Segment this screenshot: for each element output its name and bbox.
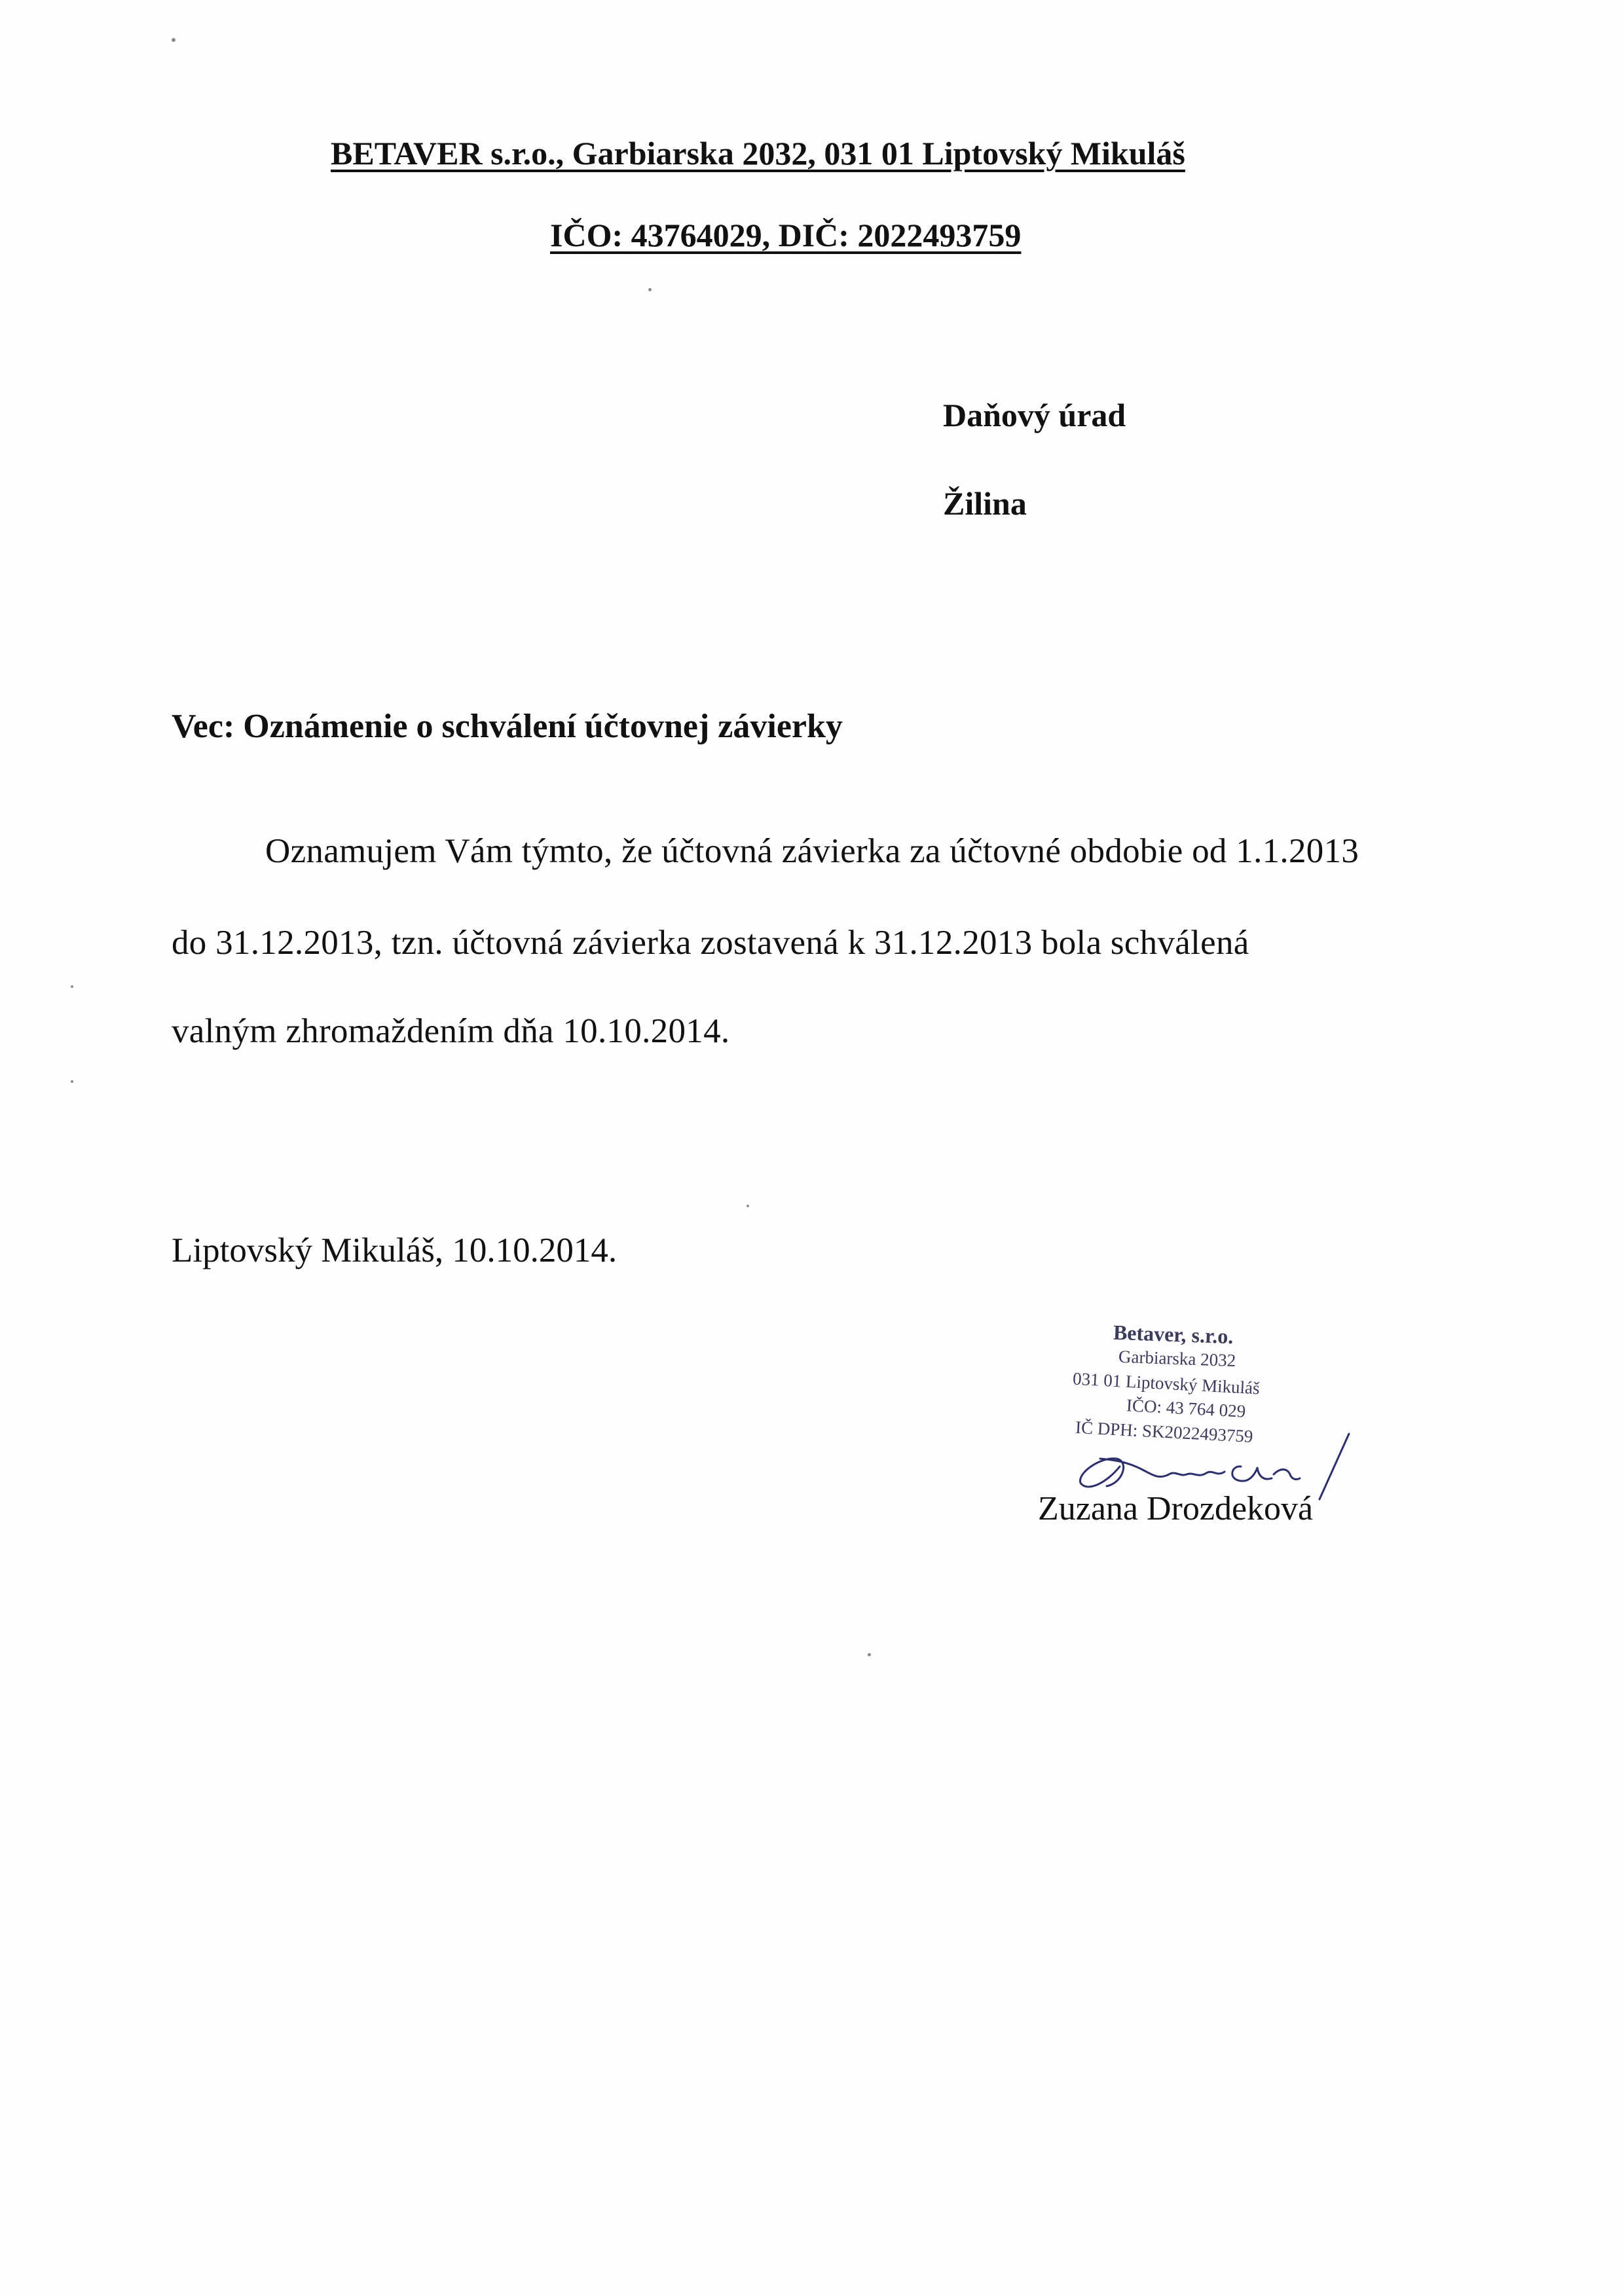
company-address-heading: BETAVER s.r.o., Garbiarska 2032, 031 01 Liptovský Mikuláš — [331, 135, 1185, 172]
stamp-vat-id: IČ DPH: SK2022493759 — [1075, 1417, 1254, 1447]
scan-speck — [648, 288, 652, 291]
stamp-street: Garbiarska 2032 — [1118, 1346, 1236, 1371]
recipient-city: Žilina — [943, 485, 1027, 522]
stamp-ico: IČO: 43 764 029 — [1126, 1395, 1246, 1421]
stamp-city: 031 01 Liptovský Mikuláš — [1072, 1368, 1261, 1398]
scan-speck — [71, 985, 73, 988]
signer-name: Zuzana Drozdeková — [1038, 1490, 1314, 1527]
scan-speck — [868, 1653, 871, 1656]
recipient-office: Daňový úrad — [943, 397, 1126, 433]
body-line-1: Oznamujem Vám týmto, že účtovná závierka za účtovné obdobie od 1.1.2013 — [265, 832, 1359, 870]
scan-speck — [172, 38, 175, 42]
scan-speck — [71, 1080, 73, 1083]
company-ids-heading: IČO: 43764029, DIČ: 2022493759 — [550, 217, 1022, 253]
scan-speck — [747, 1205, 749, 1207]
body-line-2: do 31.12.2013, tzn. účtovná závierka zostavená k 31.12.2013 bola schválená — [172, 924, 1249, 962]
place-and-date: Liptovský Mikuláš, 10.10.2014. — [172, 1231, 618, 1269]
letter-subject: Vec: Oznámenie o schválení účtovnej závierky — [172, 708, 843, 745]
stamp-company-name: Betaver, s.r.o. — [1113, 1320, 1234, 1349]
body-line-3: valným zhromaždením dňa 10.10.2014. — [172, 1012, 730, 1050]
